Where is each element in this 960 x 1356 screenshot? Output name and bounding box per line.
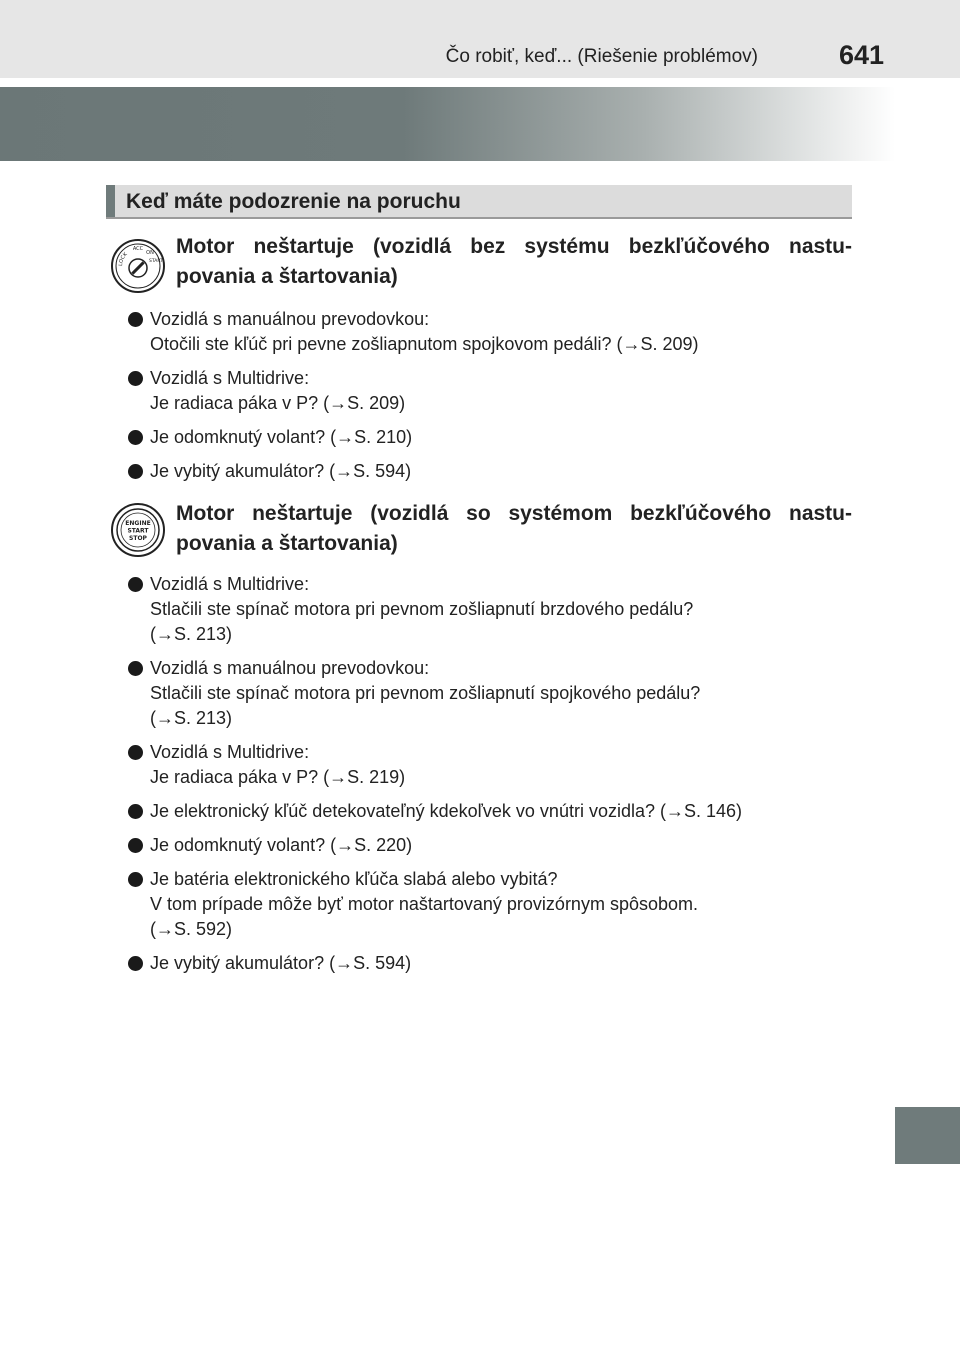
list-item: Vozidlá s Multidrive: Je radiaca páka v P? (→S. 219) bbox=[128, 740, 858, 790]
section-header bbox=[106, 185, 852, 219]
bullet-icon bbox=[128, 430, 143, 445]
chapter-title: Čo robiť, keď... (Riešenie problémov) bbox=[445, 46, 758, 67]
bullet-icon bbox=[128, 872, 143, 887]
bullet-icon bbox=[128, 745, 143, 760]
list-item: Je elektronický kľúč detekovateľný kdekoľvek vo vnútri vozidla? (→S. 146) bbox=[128, 799, 858, 824]
bullet-icon bbox=[128, 371, 143, 386]
checklist-1 bbox=[128, 307, 858, 493]
list-item: Je batéria elektronického kľúča slabá alebo vybitá? V tom prípade môže byť motor naštartovaný provizórnym spôsobom. (→S. 592) bbox=[128, 867, 858, 942]
list-item: Je odomknutý volant? (→S. 210) bbox=[128, 425, 858, 450]
list-item: Vozidlá s Multidrive: Je radiaca páka v P? (→S. 209) bbox=[128, 366, 858, 416]
bullet-icon bbox=[128, 804, 143, 819]
list-item: Vozidlá s manuálnou prevodovkou: Otočili ste kľúč pri pevne zošliapnutom spojkovom pedáli? (→S. 209) bbox=[128, 307, 858, 357]
page-number: 641 bbox=[838, 40, 884, 70]
ignition-key-switch-label: ACC bbox=[132, 246, 144, 252]
decorative-gradient-band bbox=[0, 87, 895, 161]
list-item: Je odomknutý volant? (→S. 220) bbox=[128, 833, 858, 858]
section-accent bbox=[106, 185, 115, 217]
list-item: Je vybitý akumulátor? (→S. 594) bbox=[128, 951, 858, 976]
checklist-2 bbox=[128, 572, 858, 985]
engine-start-stop-label: ENGINE bbox=[125, 520, 151, 527]
engine-start-stop-label: STOP bbox=[129, 535, 147, 542]
engine-start-stop-button-icon bbox=[110, 502, 166, 558]
ignition-key-switch-label: ON bbox=[146, 250, 154, 256]
ignition-key-switch-icon bbox=[110, 238, 166, 294]
subsection-heading: Motor neštartuje (vozidlá so systémom bezkľúčového nastu- povania a štartovania) bbox=[176, 502, 852, 555]
bullet-icon bbox=[128, 464, 143, 479]
list-item: Je vybitý akumulátor? (→S. 594) bbox=[128, 459, 858, 484]
subsection-heading: Motor neštartuje (vozidlá bez systému bezkľúčového nastu- povania a štartovania) bbox=[176, 235, 852, 288]
engine-start-stop-label: START bbox=[127, 527, 149, 535]
section-title: Keď máte podozrenie na poruchu bbox=[126, 190, 461, 213]
ignition-key-switch-label: LOCK bbox=[117, 251, 129, 267]
chapter-tab bbox=[895, 1107, 960, 1164]
bullet-icon bbox=[128, 577, 143, 592]
bullet-icon bbox=[128, 312, 143, 327]
ignition-key-switch-label: START bbox=[149, 259, 163, 264]
list-item: Vozidlá s Multidrive: Stlačili ste spínač motora pri pevnom zošliapnutí brzdového pedálu? (→S. 213) bbox=[128, 572, 858, 647]
list-item: Vozidlá s manuálnou prevodovkou: Stlačili ste spínač motora pri pevnom zošliapnutí spojkového pedálu? (→S. 213) bbox=[128, 656, 858, 731]
bullet-icon bbox=[128, 956, 143, 971]
bullet-icon bbox=[128, 838, 143, 853]
bullet-icon bbox=[128, 661, 143, 676]
